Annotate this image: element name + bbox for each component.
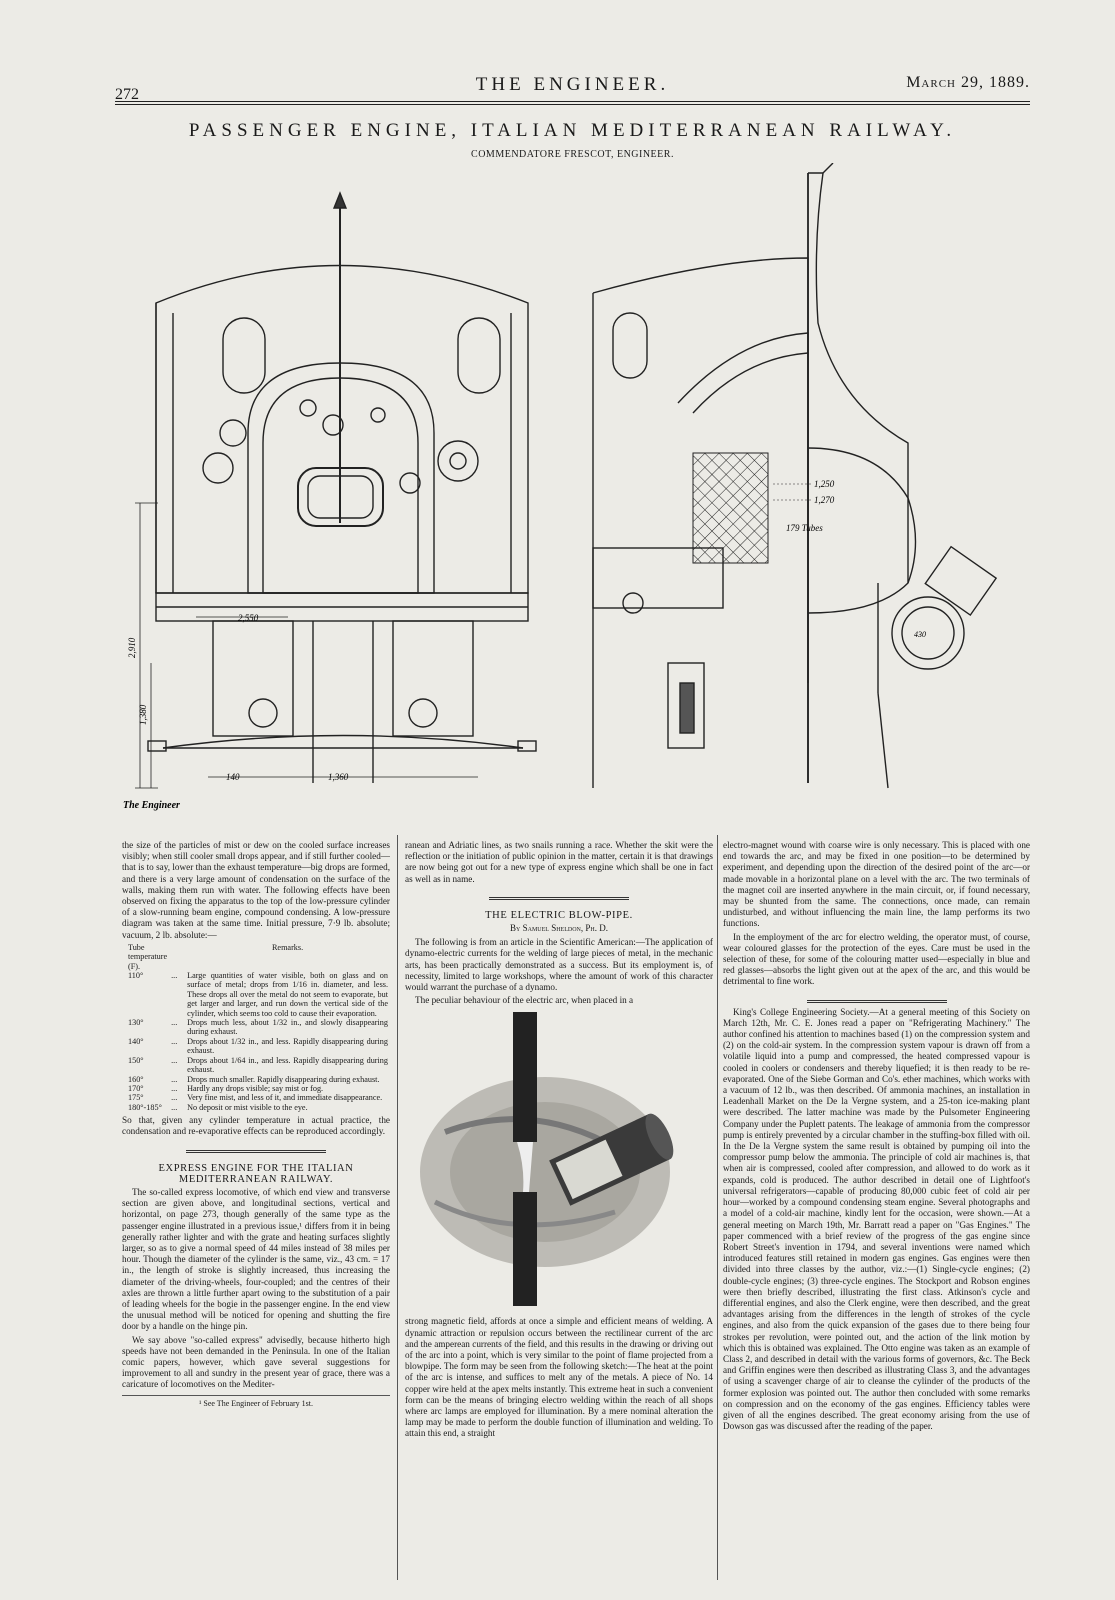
blowpipe-engraving xyxy=(405,1012,705,1306)
section-rule xyxy=(807,1000,947,1003)
column-rule-1 xyxy=(397,835,398,1580)
engraver-imprint: The Engineer xyxy=(123,800,180,811)
table-row: 150° ... Drops about 1/64 in., and less. Rapidly disappearing during exhaust. xyxy=(122,1056,390,1075)
express-paragraph-1: The so-called express locomotive, of which end view and transverse section are given above, and longitudinal sections, vertical and horizontal, on page 273, though generally of the same type as the passenger engine illustrated in a previous issue,¹ differs from it in being generally rather lighter and with the grate and heating surfaces slightly larger, so as to give a normal speed of 44 miles instead of 38 miles per hour. Though the diameter of the cylinder is the same, viz., 43 cm. = 17 in., the length of stroke is slightly increased, thus increasing the diameter of the driving-wheels, four-coupled; and the centres of their axles are thrown a little further apart owing to the substitution of a pair of leading wheels for the bogie in the passenger engine. In the end view the unusual method will be noticed for opening and shutting the fire door by a handle on the hinge pin. xyxy=(122,1186,390,1332)
dim-width-frame: 2,550 xyxy=(238,613,259,623)
locomotive-drawing xyxy=(118,163,1030,823)
table-header xyxy=(122,943,390,971)
kings-college-report: King's College Engineering Society.—At a general meeting of this Society on March 12th, Mr. C. E. Jones read a paper on "Refrigerating Machinery." The author confined his attention to machines based (1) on the compression system and (2) on the cold-air system. In the compression system vapour is drawn off from a volatile liquid into a pump and compressed, the heated compressed vapour is cooled in coolers or condensers and thereby liquefied; it is then ready to be re-evaporated. One of the Siebe Gorman and Co's. ether machines, which works with a vacuum of 12 lb., was then described. Of ammonia machines, an installation in Leadenhall Market on the De la Vergne system, and a 25-ton ice-making plant were described. The latter machine was made by the Pulsometer Engineering Company under the Puplett patents. The leakage of ammonia from the compressor pump is entirely prevented by a circular chamber in the stuffing-box filled with oil. In the De la Vergne system the same result is obtained by pumping oil into the compressor pump below the ammonia. The principle of cold air machines is, that when air is compressed, cooled after compression, and allowed to do work as it expands, cold is produced. The author described in detail one of Lightfoot's universal refrigerators—capable of producing 80,000 cubic feet of cold air per hour—worked by a compound condensing steam engine. Several photographs and a model of a cold-air machine, kindly lent for the occasion, were shown.—At a general meeting on March 19th, Mr. Barratt read a paper on "Gas Engines." The paper commenced with a brief review of the progress of the gas engine since Robert Street's invention in 1794, and several inventions were named which introduced features still retained in modern gas engines. Gas engines were then divided into three classes by the author, viz.:—(1) Single-cycle engines; (2) double-cycle engines; (3) three-cycle engines. The Stockport and Robson engines were then briefly described, illustrating the first class. Atkinson's cycle and differential engines, and also the Clerk engine, were then described, and the great advantages arising from the differences in the length of strokes of the cycle engines, and also from the quick expansion of the gases due to there being four strokes per revolution, were pointed out, and the action of the link motion by which this is obtained was explained. The Otto engine was taken as an example of Class 2, and described in detail with the various forms of governors, &c. The Beck and Griffin engines were then described as illustrating Class 3, and the advantages of using a scavenger charge of air to cleanse the cylinder of the products of the former explosion was pointed out. The author then concluded with some remarks on compression and on the economy of the gas engines. Efficiency tables were given of all the engines described. The great economy arising from the use of Dowson gas was discussed after the reading of the paper. xyxy=(723,1006,1030,1432)
table-row: 130° ... Drops much less, about 1/32 in., and slowly disappearing during exhaust. xyxy=(122,1018,390,1037)
page-header xyxy=(115,74,1030,103)
dim-track-offset: 140 xyxy=(226,772,240,782)
issue-date: March 29, 1889. xyxy=(906,74,1030,91)
blowpipe-heading: THE ELECTRIC BLOW-PIPE. xyxy=(485,909,633,921)
dim-gauge: 1,360 xyxy=(328,772,349,782)
c3-continuation: electro-magnet wound with coarse wire is only necessary. This is placed with one end towards the arc, and may be fixed in one position—to be determined by experiment, and depending upon the direction of the desired point of the arc—or made movable in a horizontal plane on a level with the arc. The two terminals of the magnet coil are inserted anywhere in the main circuit, or, if found necessary, may be shunted from the same. The connections, once made, can remain undisturbed, and without influencing the main line, the lamp performs its two functions. xyxy=(723,840,1030,929)
c2-continuation: ranean and Adriatic lines, as two snails running a race. Whether the skit were the reflection or the initiation of public opinion in the matter, certain it is that drawings are now being got out for a new type of express engine which shall be one in fact as well as in name. xyxy=(405,840,713,884)
temperature-table xyxy=(122,943,390,1112)
end-view xyxy=(135,193,536,788)
cell-temp: 175° xyxy=(128,1093,144,1103)
cell-remark: No deposit or mist visible to the eye. xyxy=(187,1102,308,1112)
tubes-label: 179 Tubes xyxy=(786,523,823,533)
cell-remark: Drops much less, about 1/32 in., and slowly disappearing during exhaust. xyxy=(187,1018,388,1037)
table-head-temp: Tube temperature (F). xyxy=(128,942,168,971)
transverse-section xyxy=(593,163,996,788)
column-rule-2 xyxy=(717,835,718,1580)
cell-temp: 110° xyxy=(128,971,144,981)
header-rule-2 xyxy=(115,104,1030,105)
table-head-remarks: Remarks. xyxy=(271,942,304,952)
blowpipe-paragraph-1: The following is from an article in the Scientific American:—The application of dynamo-electric currents for the welding of large pieces of metal, in the mechanic arts, has been practically demonstrated as a success. But its employment is, of necessity, limited to large workshops, where the amount of work of this character would warrant the purchase of a dynamo. xyxy=(405,937,713,993)
page-number: 272 xyxy=(115,86,139,103)
cell-remark: Hardly any drops visible; say mist or fog. xyxy=(187,1083,324,1093)
express-paragraph-2: We say above "so-called express" advisedly, because hitherto high speeds have not been demanded in the Peninsula. In one of the Italian comic papers, however, which gave several suggestions for improvement to all and sundry in the present year of grace, there was a caricature of locomotives on the Mediter- xyxy=(122,1334,390,1390)
blowpipe-paragraph-2: The peculiar behaviour of the electric arc, when placed in a xyxy=(415,995,634,1006)
cell-temp: 170° xyxy=(128,1083,144,1093)
plate-subtitle: COMMENDATORE FRESCOT, ENGINEER. xyxy=(471,149,674,160)
cell-remark: Very fine mist, and less of it, and immediate disappearance. xyxy=(187,1093,383,1103)
dim-cyl: 430 xyxy=(914,630,926,639)
table-row: 170° ... Hardly any drops visible; say mist or fog. xyxy=(122,1084,390,1093)
cell-temp: 130° xyxy=(128,1018,144,1028)
table-row: 175° ... Very fine mist, and less of it, and immediate disappearance. xyxy=(122,1093,390,1102)
cell-remark: Drops about 1/32 in., and less. Rapidly disappearing during exhaust. xyxy=(187,1036,388,1056)
plate-title: PASSENGER ENGINE, ITALIAN MEDITERRANEAN RAILWAY. xyxy=(188,120,957,141)
dim-height-total: 2,910 xyxy=(127,637,137,658)
cell-remark: Drops about 1/64 in., and less. Rapidly disappearing during exhaust. xyxy=(187,1055,388,1075)
cell-temp: 180°-185° xyxy=(128,1102,162,1112)
header-rule xyxy=(115,101,1030,102)
express-heading: EXPRESS ENGINE FOR THE ITALIAN MEDITERRANEAN RAILWAY. xyxy=(158,1162,354,1185)
cell-remark: Drops much smaller. Rapidly disappearing during exhaust. xyxy=(187,1074,380,1084)
column-2 xyxy=(405,840,713,1442)
cell-temp: 140° xyxy=(128,1036,144,1046)
cell-remark: Large quantities of water visible, both on glass and on surface of metal; drops from 1/16 in. diameter, and less. These drops all over the metal do not seem to evaporate, but get larger and larger, and run down the vertical side of the cylinder, which seems too cold to cause their evaporation. xyxy=(187,971,388,1018)
c1-conclusion: So that, given any cylinder temperature in actual practice, the condensation and re-evaporative effects can be reproduced accordingly. xyxy=(122,1115,390,1137)
dim-dia-inner: 1,270 xyxy=(814,495,835,505)
c3-paragraph-2: In the employment of the arc for electro welding, the operator must, of course, wear coloured glasses for the protection of the eyes. Care must be used in the selection of these, for some of the colouring matter used—especially in blue and red glasses—absorbs the light given out at the apex of the arc, and this would be detrimental to fine work. xyxy=(723,931,1030,987)
dim-height-axle: 1,380 xyxy=(138,704,148,725)
section-rule xyxy=(186,1150,326,1153)
table-row: 110° ... Large quantities of water visible, both on glass and on surface of metal; drops from 1/16 in. diameter, and less. These drops all over the metal do not seem to evaporate, but get larger and larger, and run down the vertical side of the cylinder, which seems too cold to cause their evaporation. xyxy=(122,971,390,1018)
cell-temp: 160° xyxy=(128,1074,144,1084)
masthead: THE ENGINEER. xyxy=(475,74,670,95)
table-row: 160° ... Drops much smaller. Rapidly disappearing during exhaust. xyxy=(122,1075,390,1084)
column-1 xyxy=(122,840,390,1409)
blowpipe-byline: By Samuel Sheldon, Ph. D. xyxy=(510,923,608,934)
section-rule xyxy=(489,897,629,900)
c1-intro: the size of the particles of mist or dew on the cooled surface increases visibly; when still cooler small drops appear, and if still further cooled—that is to say, lower than the exhaust temperature—big drops are formed, and there is a very large amount of condensation on the surface of the walls, making them run with water. The following effects have been observed on fixing the apparatus to the top of the low-pressure cylinder of a slow-running beam engine, compound condensing. A low-pressure diagram was taken at the same time. Initial pressure, 7·9 lb. absolute; vacuum, 2 lb. absolute:— xyxy=(122,840,390,940)
table-row: 140° ... Drops about 1/32 in., and less. Rapidly disappearing during exhaust. xyxy=(122,1037,390,1056)
footnote: ¹ See The Engineer of February 1st. xyxy=(122,1395,390,1409)
cell-temp: 150° xyxy=(128,1055,144,1065)
blowpipe-paragraph-3: strong magnetic field, affords at once a simple and efficient means of welding. A dynamic attraction or repulsion occurs between the rectilinear current of the arc and the amperean currents of the field, and this results in the drawing or driving out of the arc into a point, which is very similar to the point of flame projected from a blowpipe. The form may be seen from the following sketch:—The heat at the point of the arc is intense, and suffices to melt any of the metals. A piece of No. 14 copper wire held at the apex melts instantly. This extreme heat in such a convenient form can be the means of bringing electro welding within the reach of all shops where arc lamps are employed for illumination. By a mere nominal alteration the lamp may be made to perform the double function of illumination and welding. To attain this end, a straight xyxy=(405,1316,713,1439)
table-row: 180°-185° ... No deposit or mist visible to the eye. xyxy=(122,1103,390,1112)
column-3 xyxy=(723,840,1030,1434)
dim-dia-outer: 1,250 xyxy=(814,479,835,489)
